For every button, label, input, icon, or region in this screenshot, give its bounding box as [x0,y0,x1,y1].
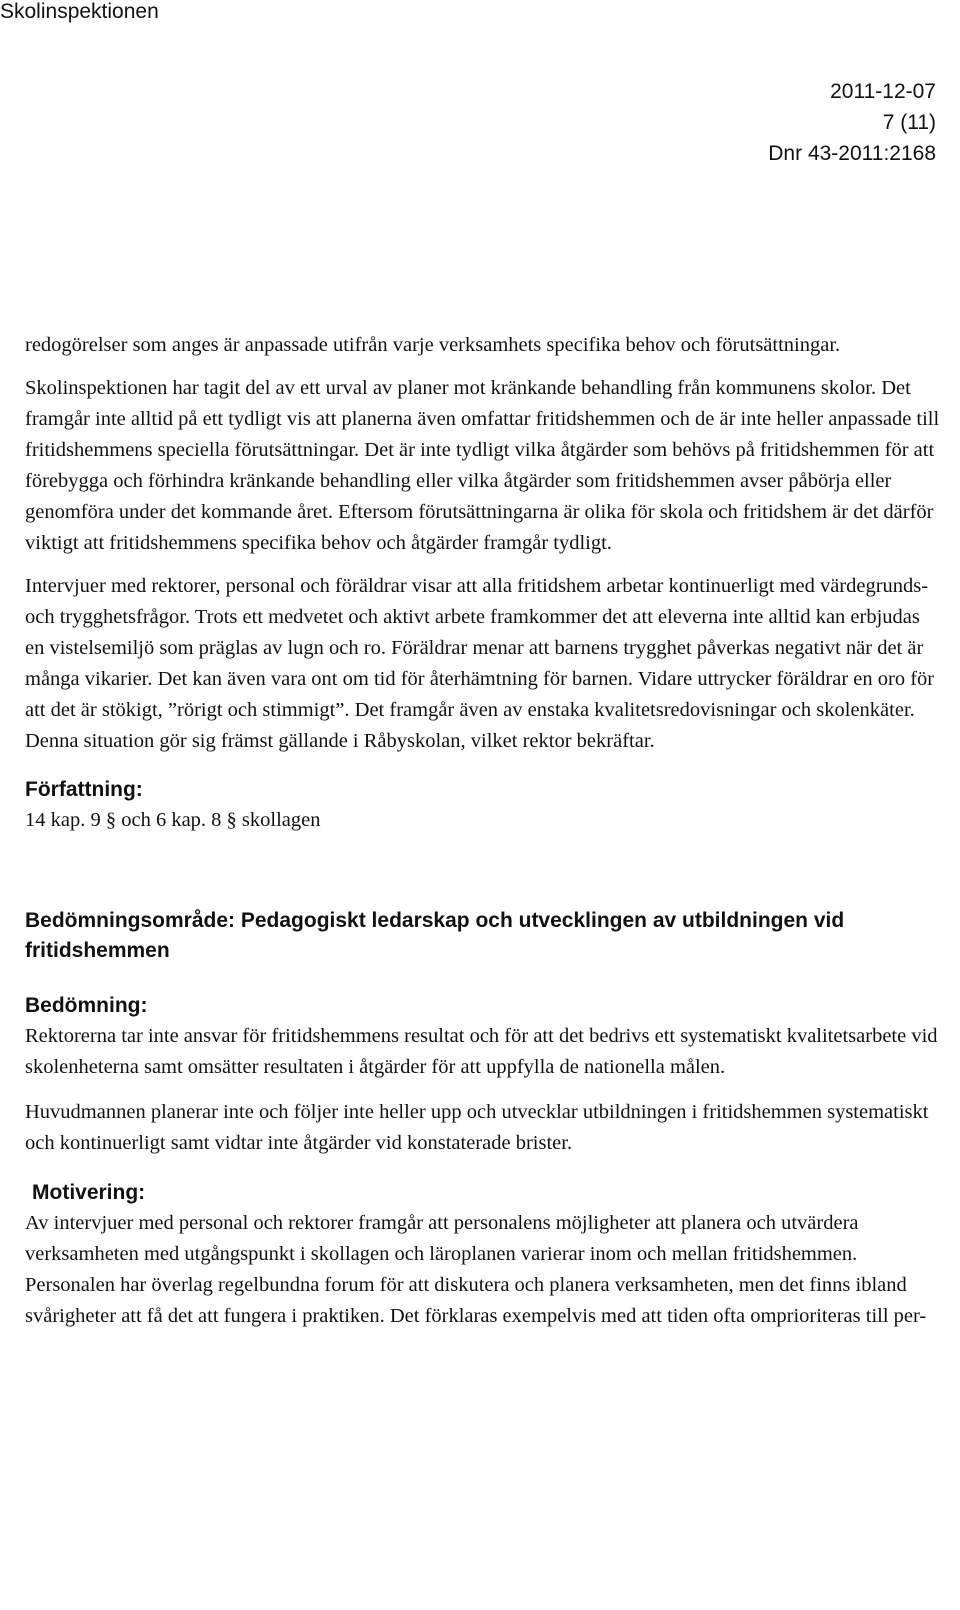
document-body [25,330,940,1332]
paragraph: Av intervjuer med personal och rektorer framgår att personalens möjligheter att planera och utvärdera verksamheten med utgångspunkt i skollagen och läroplanen varierar inom och mellan fritidshemmen. Personalen har överlag regelbundna forum för att diskutera och planera verksamheten, men det finns ibland svårigheter att få det att fungera i praktiken. Det förklaras exempelvis med att tiden ofta omprioriteras till per- [25,1212,927,1327]
document-meta [768,76,936,169]
organization-name: Skolinspektionen [0,0,159,23]
paragraph: Skolinspektionen har tagit del av ett urval av planer mot kränkande behandling från kommunens skolor. Det framgår inte alltid på ett tydligt vis att planerna även omfattar fritidshemmen och de är inte heller anpassade till fritidshemmens speciella förutsättningar. Det är inte tydligt vilka åtgärder som behövs på fritidshemmen för att förebygga och förhindra kränkande behandling eller vilka åtgärder som fritidshemmen avser påbörja eller genomföra under det kommande året. Eftersom förutsättningarna är olika för skola och fritidshem är det därför viktigt att fritidshemmens specifika behov och åtgärder framgår tydligt. [25,377,940,554]
bedomning-heading: Bedömning: [25,994,148,1017]
assessment-area-heading: Bedömningsområde: Pedagogiskt ledarskap och utvecklingen av utbildningen vid fritidshemmen [25,909,845,962]
page-number: 7 (11) [882,111,936,134]
paragraph: Rektorerna tar inte ansvar för fritidshemmens resultat och för att det bedrivs ett systematiskt kvalitetsarbete vid skolenheterna samt omsätter resultaten i åtgärder för att uppfylla de nationella målen. [25,1025,938,1078]
document-date: 2011-12-07 [830,80,936,103]
paragraph: Intervjuer med rektorer, personal och föräldrar visar att alla fritidshem arbetar kontinuerligt med värdegrunds- och trygghetsfrågor. Trots ett medvetet och aktivt arbete framkommer det att eleverna inte alltid kan erbjudas en vistelsemiljö som präglas av lugn och ro. Föräldrar menar att barnens trygghet påverkas negativt när det är många vikarier. Det kan även vara ont om tid för återhämtning för barnen. Vidare uttrycker föräldrar en oro för att det är stökigt, ”rörigt och stimmigt”. Det framgår även av enstaka kvalitetsredovisningar och skolenkäter. Denna situation gör sig främst gällande i Råbyskolan, vilket rektor bekräftar. [25,575,935,752]
forfattning-heading: Författning: [25,778,143,801]
paragraph: redogörelser som anges är anpassade utifrån varje verksamhets specifika behov och förutsättningar. [25,334,841,356]
forfattning-text: 14 kap. 9 § och 6 kap. 8 § skollagen [25,809,321,831]
paragraph: Huvudmannen planerar inte och följer inte heller upp och utvecklar utbildningen i fritidshemmen systematiskt och kontinuerligt samt vidtar inte åtgärder vid konstaterade brister. [25,1101,929,1154]
reference-number: Dnr 43-2011:2168 [768,142,936,165]
motivering-heading: Motivering: [32,1181,146,1204]
